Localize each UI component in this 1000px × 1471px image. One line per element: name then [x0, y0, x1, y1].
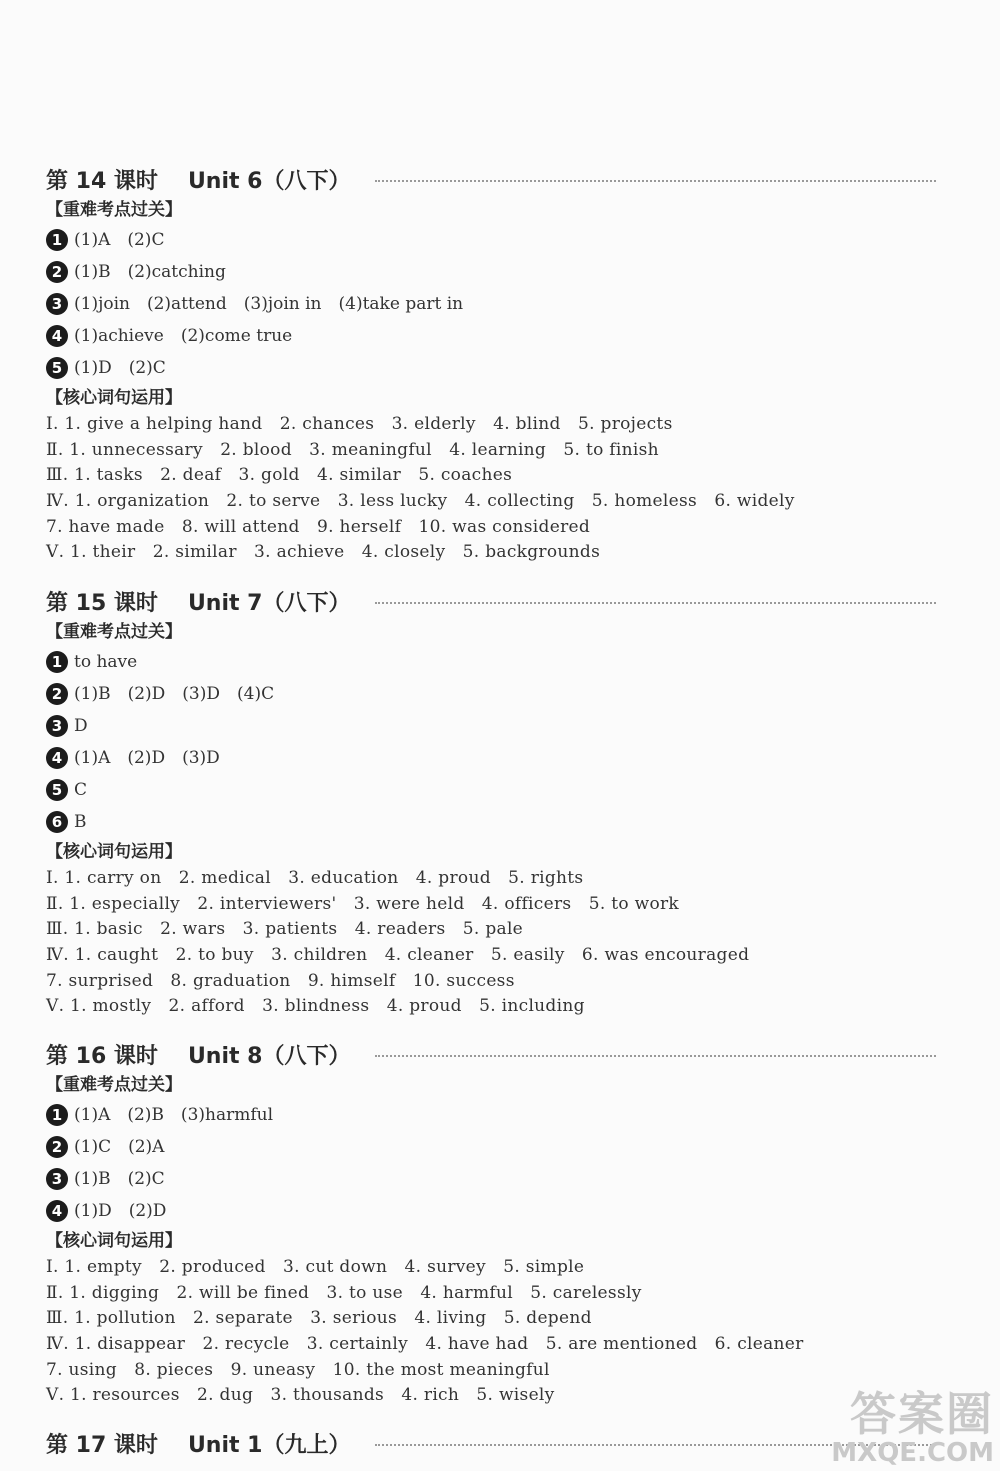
answer-row: Ⅲ. 1. basic 2. wars 3. patients 4. readers 5. pale — [46, 919, 524, 940]
answer-row: Ⅳ. 1. disappear 2. recycle 3. certainly 4. have had 5. are mentioned 6. cleaner — [46, 1334, 804, 1355]
lesson-title — [46, 164, 351, 195]
circled-number-icon: 6 — [46, 811, 68, 833]
answer-text: (1)B (2)C — [74, 1169, 165, 1189]
answer-item — [46, 678, 936, 710]
answer-text: (1)A (2)D (3)D — [74, 748, 220, 768]
sub-heading-core-usage: 【核心词句运用】 — [46, 1231, 182, 1251]
answer-item — [46, 288, 936, 320]
answer-item — [46, 1195, 936, 1227]
answer-row: Ⅴ. 1. mostly 2. afford 3. blindness 4. proud 5. including — [46, 996, 585, 1017]
circled-number-icon: 4 — [46, 325, 68, 347]
circled-number-icon: 2 — [46, 683, 68, 705]
dotted-divider — [375, 180, 937, 182]
circled-number-icon: 5 — [46, 357, 68, 379]
circled-number-icon: 3 — [46, 293, 68, 315]
circled-number-icon: 1 — [46, 229, 68, 251]
answer-row: Ⅰ. 1. empty 2. produced 3. cut down 4. survey 5. simple — [46, 1257, 585, 1277]
answer-row: Ⅴ. 1. their 2. similar 3. achieve 4. closely 5. backgrounds — [46, 542, 601, 563]
answer-text: (1)A (2)C — [74, 230, 165, 250]
answer-item — [46, 774, 936, 806]
lesson-number: 第 16 课时 — [46, 1043, 158, 1069]
sub-heading-key-points: 【重难考点过关】 — [46, 622, 182, 642]
answer-text: to have — [74, 652, 138, 672]
answer-row: 7. using 8. pieces 9. uneasy 10. the most meaningful — [46, 1359, 550, 1380]
answer-row: Ⅲ. 1. pollution 2. separate 3. serious 4. living 5. depend — [46, 1308, 592, 1329]
answer-row: 7. surprised 8. graduation 9. himself 10. success — [46, 970, 515, 991]
lesson-header — [46, 1426, 936, 1460]
circled-number-icon: 3 — [46, 1168, 68, 1190]
lesson-title — [46, 1039, 351, 1070]
sub-heading-key-points: 【重难考点过关】 — [46, 200, 182, 220]
watermark-logo: 答案圈 — [850, 1387, 994, 1441]
sub-heading-key-points: 【重难考点过关】 — [46, 1075, 182, 1095]
lesson-header — [46, 584, 936, 618]
answer-item — [46, 1099, 936, 1131]
lesson-section-16 — [46, 1037, 936, 1409]
lesson-section-17 — [46, 1426, 936, 1460]
lesson-number: 第 17 课时 — [46, 1432, 158, 1458]
answer-row: Ⅰ. 1. give a helping hand 2. chances 3. elderly 4. blind 5. projects — [46, 414, 673, 434]
circled-number-icon: 5 — [46, 779, 68, 801]
answer-item — [46, 1131, 936, 1163]
answer-text: B — [74, 812, 87, 832]
dotted-divider — [375, 1055, 937, 1057]
answer-row: Ⅲ. 1. tasks 2. deaf 3. gold 4. similar 5. coaches — [46, 465, 513, 486]
answer-text: (1)B (2)D (3)D (4)C — [74, 684, 275, 704]
answer-item — [46, 742, 936, 774]
answer-row: Ⅴ. 1. resources 2. dug 3. thousands 4. rich 5. wisely — [46, 1385, 555, 1406]
answer-text: (1)join (2)attend (3)join in (4)take part in — [74, 294, 464, 314]
unit-label: Unit 1（九上） — [187, 1432, 351, 1458]
lesson-section-15 — [46, 584, 936, 1020]
lesson-header — [46, 162, 936, 196]
lesson-header — [46, 1037, 936, 1071]
answer-item — [46, 806, 936, 838]
watermark-site: MXQE.COM — [831, 1438, 994, 1468]
answer-item — [46, 1163, 936, 1195]
sub-heading-core-usage: 【核心词句运用】 — [46, 842, 182, 862]
lesson-title — [46, 1428, 351, 1459]
answer-row: Ⅳ. 1. caught 2. to buy 3. children 4. cleaner 5. easily 6. was encouraged — [46, 945, 750, 966]
answer-item — [46, 256, 936, 288]
unit-label: Unit 7（八下） — [187, 590, 351, 616]
answer-row: Ⅰ. 1. carry on 2. medical 3. education 4. proud 5. rights — [46, 868, 584, 888]
circled-number-icon: 2 — [46, 1136, 68, 1158]
answer-row: Ⅱ. 1. especially 2. interviewers' 3. were held 4. officers 5. to work — [46, 893, 680, 914]
answer-item — [46, 320, 936, 352]
answer-text: C — [74, 780, 88, 800]
answer-text: (1)C (2)A — [74, 1137, 165, 1157]
answer-text: (1)achieve (2)come true — [74, 326, 293, 346]
lesson-number: 第 14 课时 — [46, 168, 158, 194]
answer-row: Ⅱ. 1. digging 2. will be fined 3. to use 4. harmful 5. carelessly — [46, 1282, 642, 1303]
watermark — [831, 1389, 994, 1467]
circled-number-icon: 1 — [46, 651, 68, 673]
answer-item — [46, 352, 936, 384]
lesson-title — [46, 586, 351, 617]
answer-text: D — [74, 716, 88, 736]
answer-row: 7. have made 8. will attend 9. herself 10. was considered — [46, 516, 591, 537]
unit-label: Unit 6（八下） — [187, 168, 351, 194]
circled-number-icon: 2 — [46, 261, 68, 283]
lesson-number: 第 15 课时 — [46, 590, 158, 616]
dotted-divider — [375, 602, 937, 604]
answer-text: (1)D (2)C — [74, 358, 166, 378]
lesson-section-14 — [46, 162, 936, 566]
unit-label: Unit 8（八下） — [187, 1043, 351, 1069]
answer-text: (1)B (2)catching — [74, 262, 226, 282]
answer-item — [46, 224, 936, 256]
circled-number-icon: 3 — [46, 715, 68, 737]
answer-row: Ⅳ. 1. organization 2. to serve 3. less lucky 4. collecting 5. homeless 6. widely — [46, 491, 795, 512]
circled-number-icon: 4 — [46, 1200, 68, 1222]
answer-text: (1)D (2)D — [74, 1201, 167, 1221]
sub-heading-core-usage: 【核心词句运用】 — [46, 388, 182, 408]
answer-row: Ⅱ. 1. unnecessary 2. blood 3. meaningful 4. learning 5. to finish — [46, 439, 659, 460]
answer-text: (1)A (2)B (3)harmful — [74, 1105, 274, 1125]
circled-number-icon: 1 — [46, 1104, 68, 1126]
answer-item — [46, 646, 936, 678]
answer-item — [46, 710, 936, 742]
circled-number-icon: 4 — [46, 747, 68, 769]
